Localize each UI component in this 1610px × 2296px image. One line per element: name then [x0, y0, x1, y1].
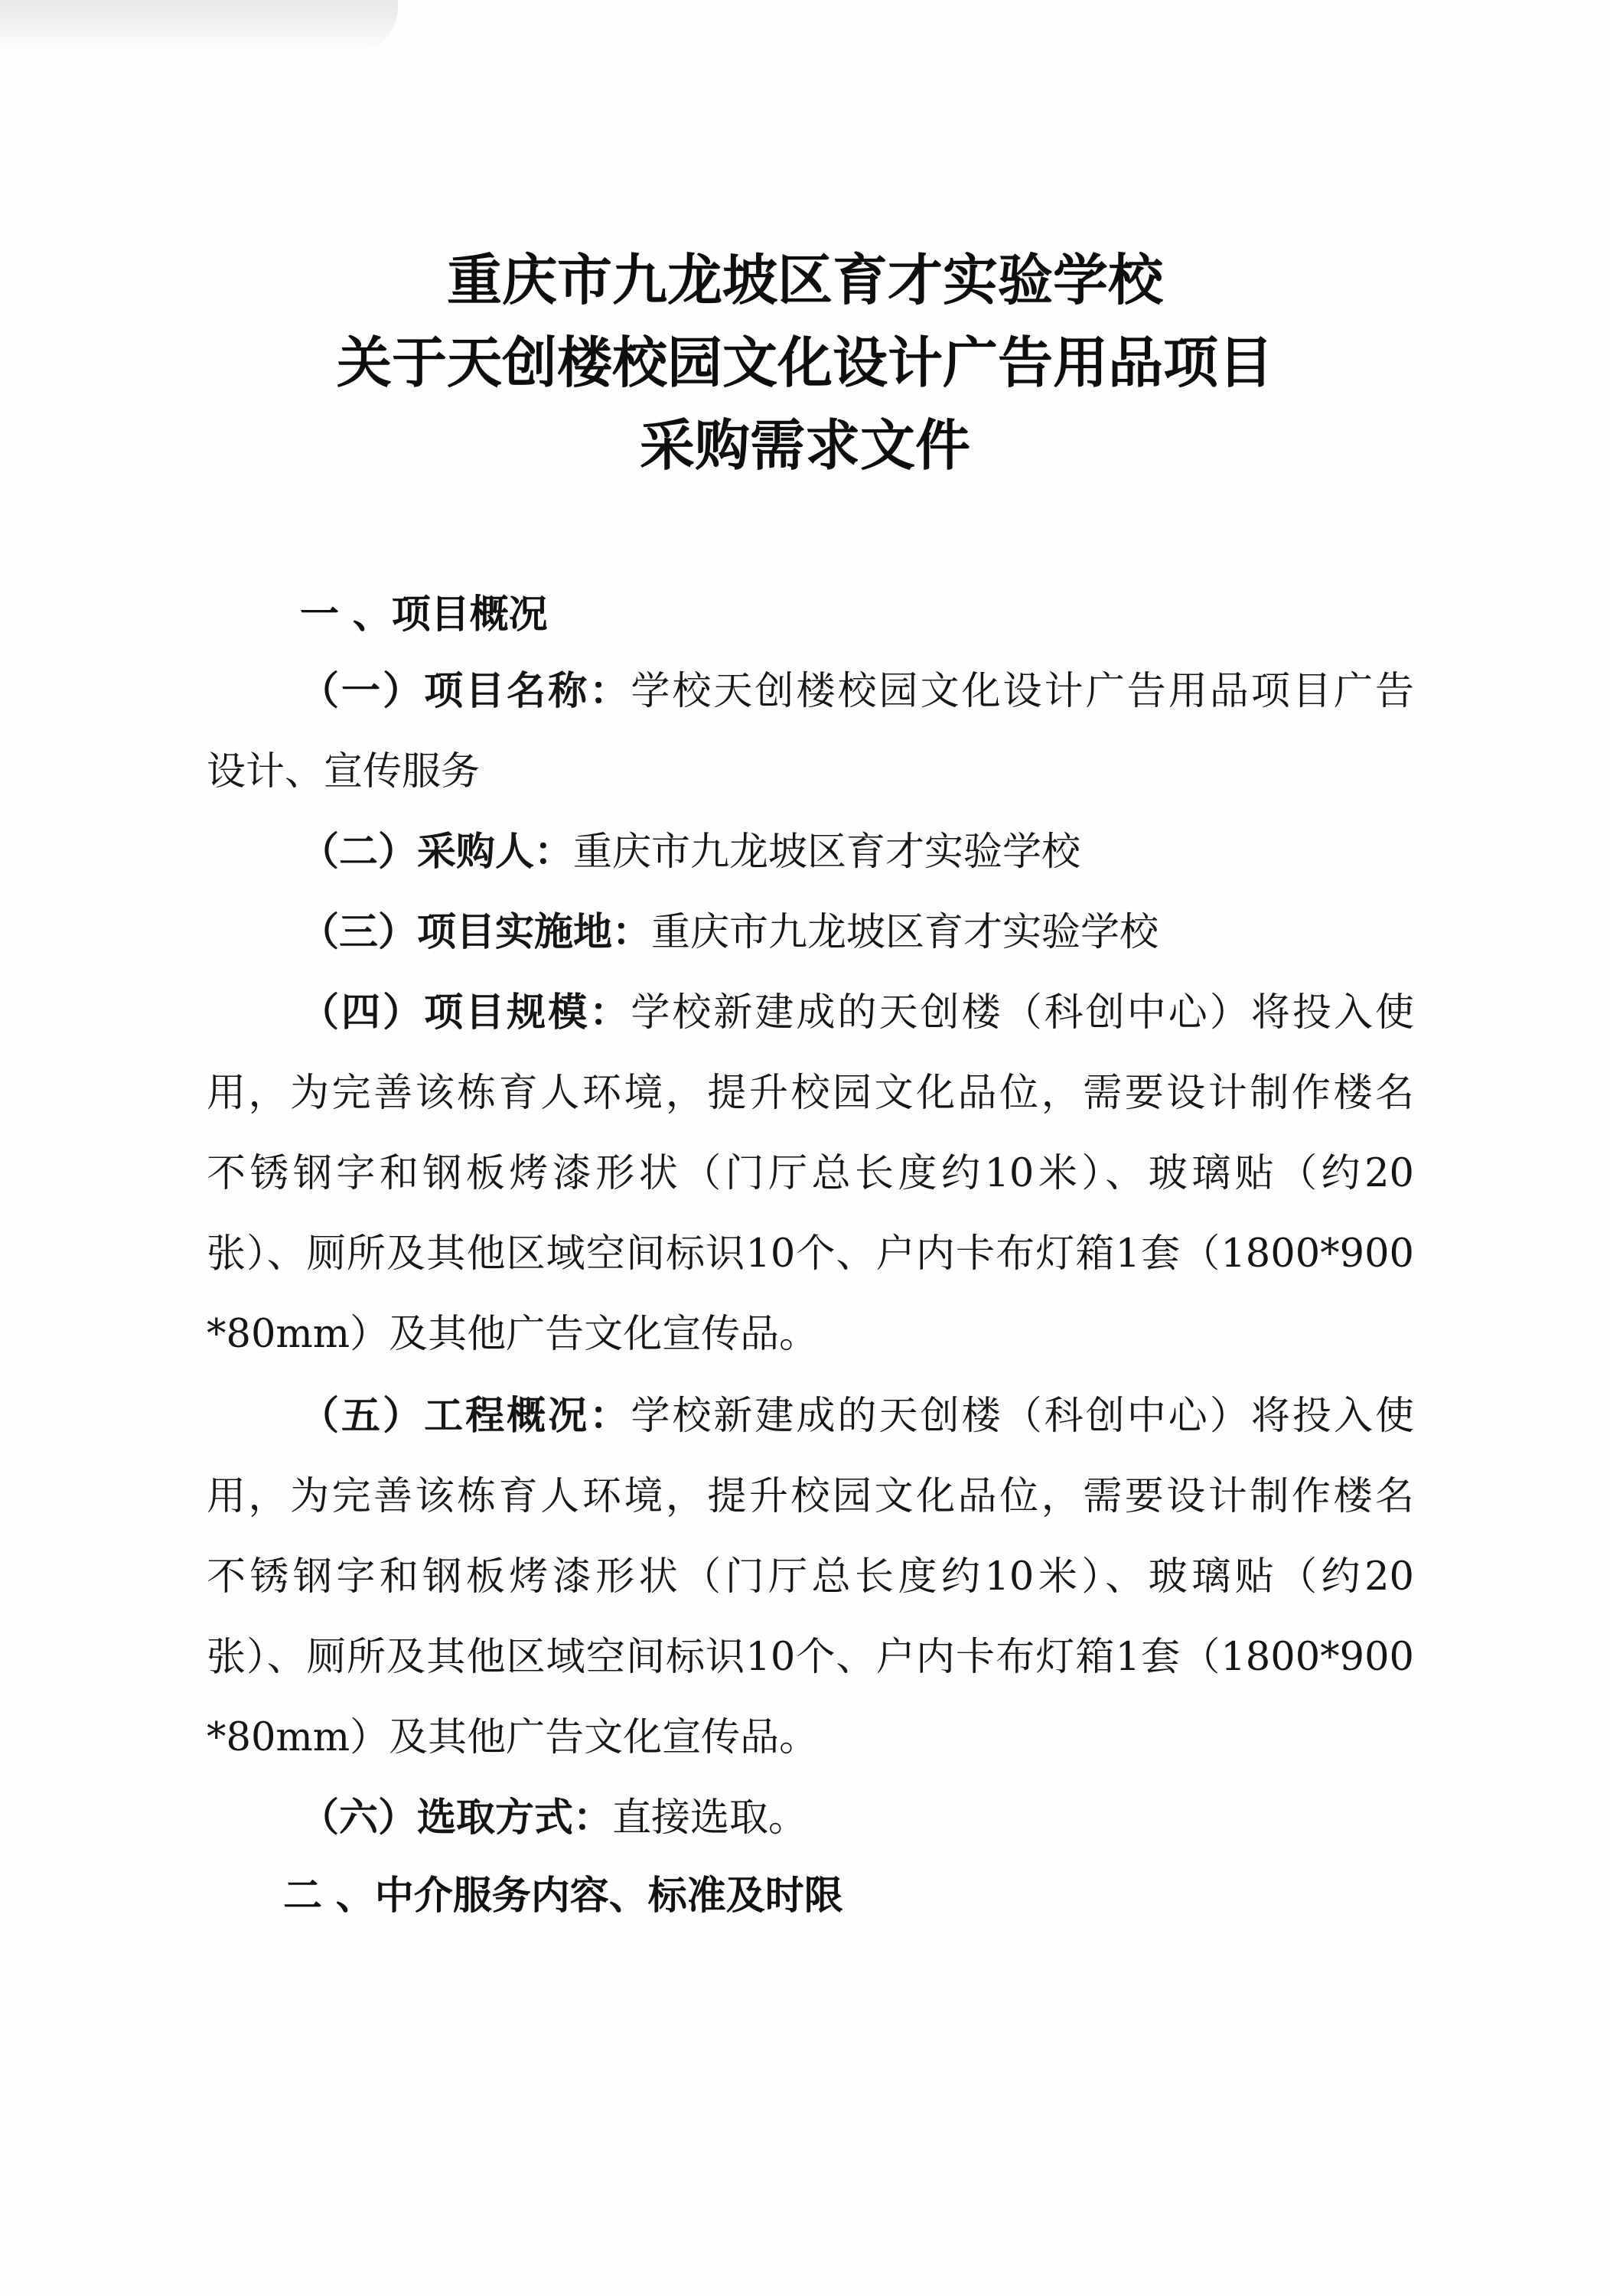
- item-1-line-2: 设计、宣传服务: [207, 749, 481, 794]
- section-1-heading: 一 、项目概况: [300, 592, 548, 638]
- item-6-line: [300, 1795, 1414, 1841]
- item-3-line: [300, 910, 1414, 955]
- scan-shadow: [0, 0, 398, 54]
- item-5-line-2: 用，为完善该栋育人环境，提升校园文化品位，需要设计制作楼名: [207, 1474, 1414, 1519]
- item-5-line-4: 张）、厕所及其他区域空间标识10个、户内卡布灯箱1套（1800*900: [207, 1635, 1414, 1680]
- item-3-label: （三）项目实施地：: [300, 910, 652, 955]
- document-title-line-1: 重庆市九龙坡区育才实验学校: [446, 248, 1163, 312]
- item-5-line-3: 不锈钢字和钢板烤漆形状（门厅总长度约10米）、玻璃贴（约20: [207, 1554, 1414, 1600]
- item-5-line-5: *80mm）及其他广告文化宣传品。: [207, 1715, 819, 1760]
- item-5-label: （五）工程概况：: [300, 1394, 631, 1439]
- item-2-line: [300, 830, 1414, 875]
- item-3-text: 重庆市九龙坡区育才实验学校: [651, 910, 1159, 955]
- document-title-line-3: 采购需求文件: [639, 413, 970, 478]
- item-2-text: 重庆市九龙坡区育才实验学校: [573, 830, 1081, 875]
- item-2-label: （二）采购人：: [300, 830, 574, 875]
- item-4-line-3: 不锈钢字和钢板烤漆形状（门厅总长度约10米）、玻璃贴（约20: [207, 1151, 1414, 1196]
- item-5-text: 学校新建成的天创楼（科创中心）将投入使: [631, 1394, 1414, 1439]
- item-1-text: 学校天创楼校园文化设计广告用品项目广告: [631, 669, 1414, 714]
- item-5-line-1: [300, 1394, 1414, 1439]
- item-4-line-1: [300, 990, 1414, 1035]
- section-2-heading: 二 、中介服务内容、标准及时限: [283, 1874, 843, 1919]
- item-4-text: 学校新建成的天创楼（科创中心）将投入使: [631, 990, 1414, 1035]
- document-title-line-2: 关于天创楼校园文化设计广告用品项目: [336, 331, 1273, 395]
- item-6-text: 直接选取。: [612, 1795, 808, 1841]
- item-4-label: （四）项目规模：: [300, 990, 631, 1035]
- item-4-line-2: 用，为完善该栋育人环境，提升校园文化品位，需要设计制作楼名: [207, 1071, 1414, 1116]
- item-6-label: （六）选取方式：: [300, 1795, 613, 1841]
- item-1-label: （一）项目名称：: [300, 669, 631, 714]
- item-1-line-1: [300, 669, 1414, 714]
- item-4-line-5: *80mm）及其他广告文化宣传品。: [207, 1312, 819, 1357]
- item-4-line-4: 张）、厕所及其他区域空间标识10个、户内卡布灯箱1套（1800*900: [207, 1231, 1414, 1277]
